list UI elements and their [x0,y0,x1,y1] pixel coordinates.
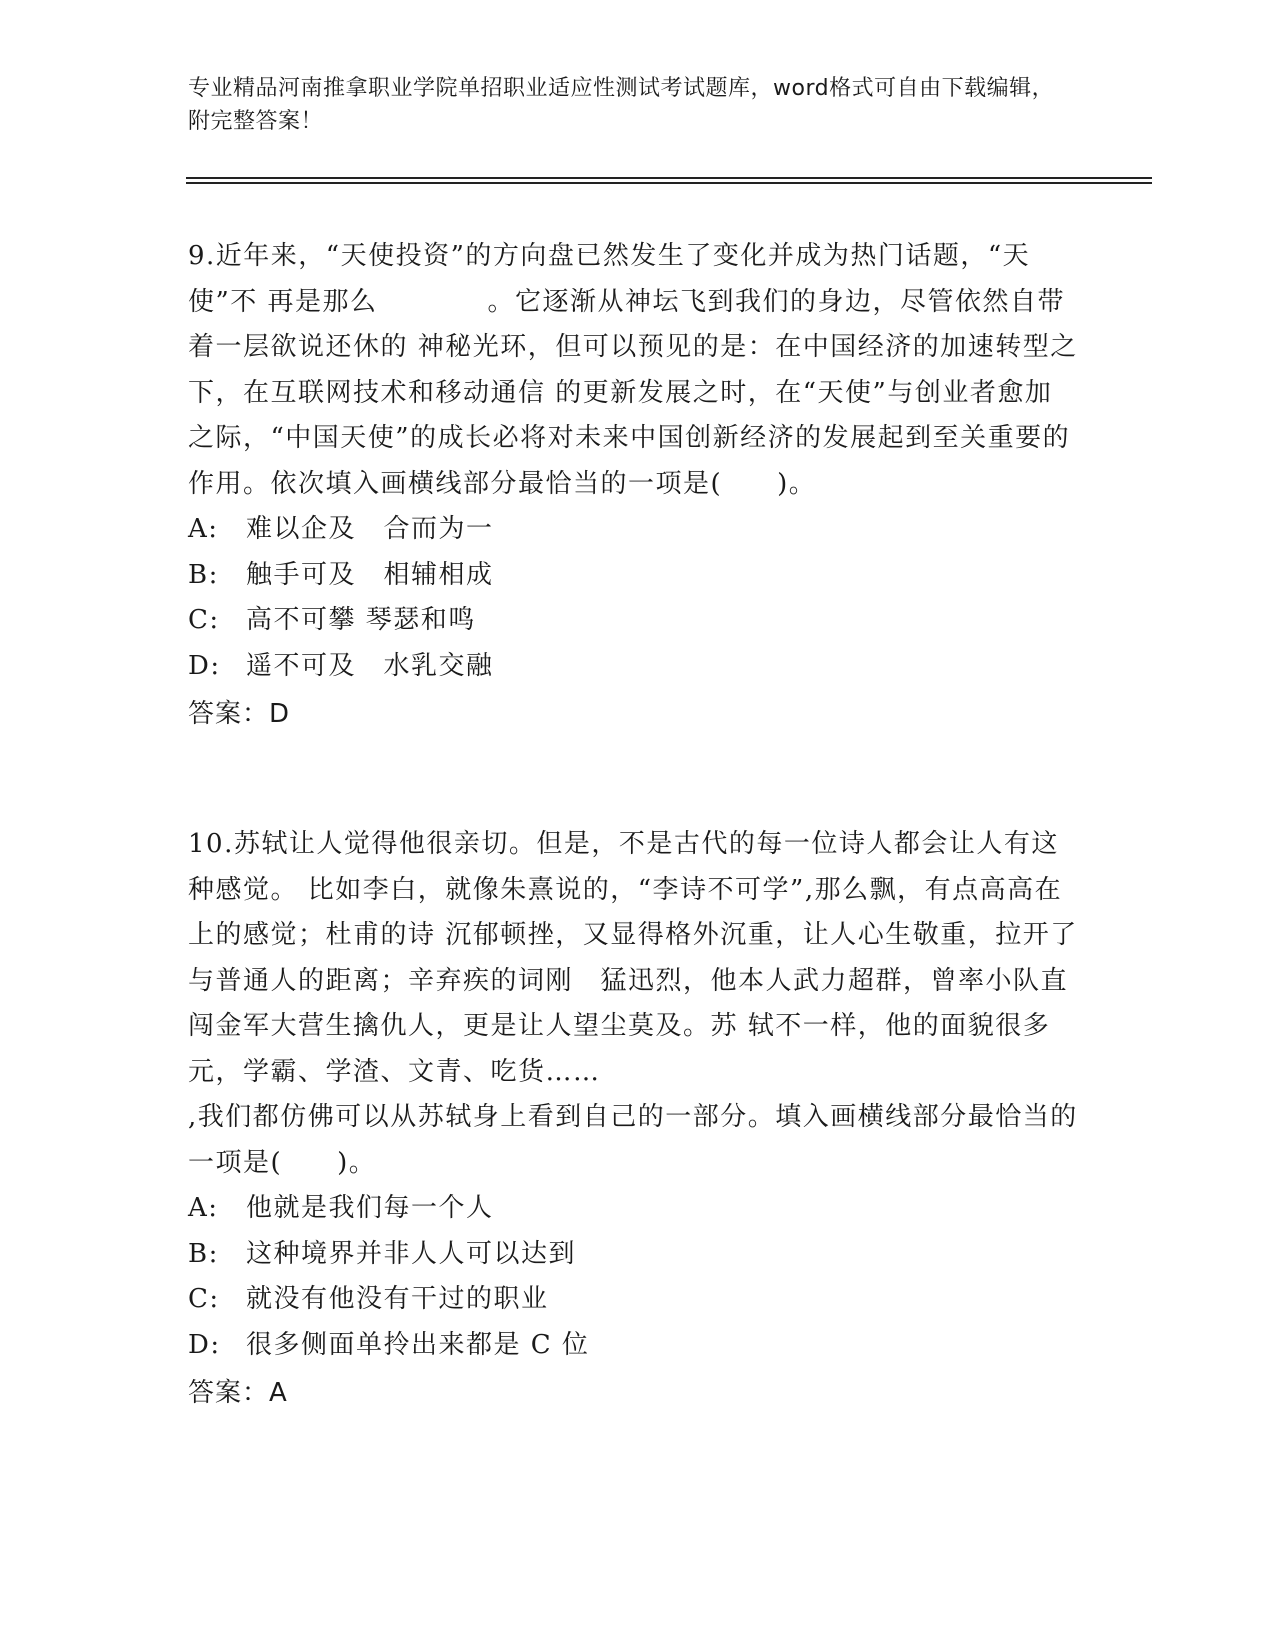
option-letter: B: [188,1238,219,1269]
option-d [188,1323,1078,1369]
question-stem: 9.近年来，“天使投资”的方向盘已然发生了变化并成为热门话题，“天使”不 再是那么 。它逐渐从神坛飞到我们的身边，尽管依然自带着一层欲说还休的 神秘光环，但可以预见的是：在中国经济的加速转型之下，在互联网技术和移动通信 的更新发展之时，在“天使”与创业者愈加 之际，“中国天使”的成长必将对未来中国创新经济的发展起到至关重要的作用。依次填入画横线部分最恰当的一项是( )。 [188,241,1190,499]
option-text: 触手可及 相辅相成 [246,559,494,590]
option-b [188,553,1078,599]
option-c [188,1277,1078,1323]
option-letter: D: [188,1329,221,1360]
question-stem: 10.苏轼让人觉得他很亲切。但是，不是古代的每一位诗人都会让人有这种感觉。 比如李白，就像朱熹说的，“李诗不可学”,那么飘，有点高高在上的感觉；杜甫的诗 沉郁顿挫，又显得格外沉重，让人心生敬重，拉开了与普通人的距离；辛弃疾的词刚 猛迅烈，他本人武力超群，曾率小队直闯金军大营生擒仇人，更是让人望尘莫及。苏 轼不一样，他的面貌很多元，学霸、学渣、文青、吃货…… [188,829,1078,1087]
answer: 答案：A [188,1378,288,1408]
option-d [188,644,1078,690]
option-text: 高不可攀 琴瑟和鸣 [246,605,476,635]
option-letter: B: [188,559,219,590]
document-header: 专业精品河南推拿职业学院单招职业适应性测试考试题库，word格式可自由下载编辑，附完整答案！ [188,76,1055,134]
option-letter: A: [188,514,219,544]
option-text: 难以企及 合而为一 [246,514,494,544]
answer: 答案：D [188,699,291,729]
option-c [188,598,1078,644]
option-letter: C: [188,605,220,635]
option-text: 他就是我们每一个人 [246,1193,494,1223]
question-10 [188,822,1078,1416]
option-a [188,1186,1078,1232]
question-stem-tail: ,我们都仿佛可以从苏轼身上看到自己的一部分。填入画横线部分最恰当的一项是( )。 [188,1102,1078,1178]
option-letter: A: [188,1193,219,1223]
header-rule-bottom [186,182,1152,184]
option-text: 这种境界并非人人可以达到 [246,1238,577,1269]
header-rule-top [186,177,1152,179]
option-letter: D: [188,650,221,681]
option-text: 遥不可及 水乳交融 [246,650,494,681]
question-9 [188,234,1190,737]
option-text: 就没有他没有干过的职业 [246,1284,549,1314]
option-letter: C: [188,1284,220,1314]
option-text: 很多侧面单拎出来都是 C 位 [246,1329,590,1360]
option-a [188,507,1078,553]
option-b [188,1232,1078,1278]
